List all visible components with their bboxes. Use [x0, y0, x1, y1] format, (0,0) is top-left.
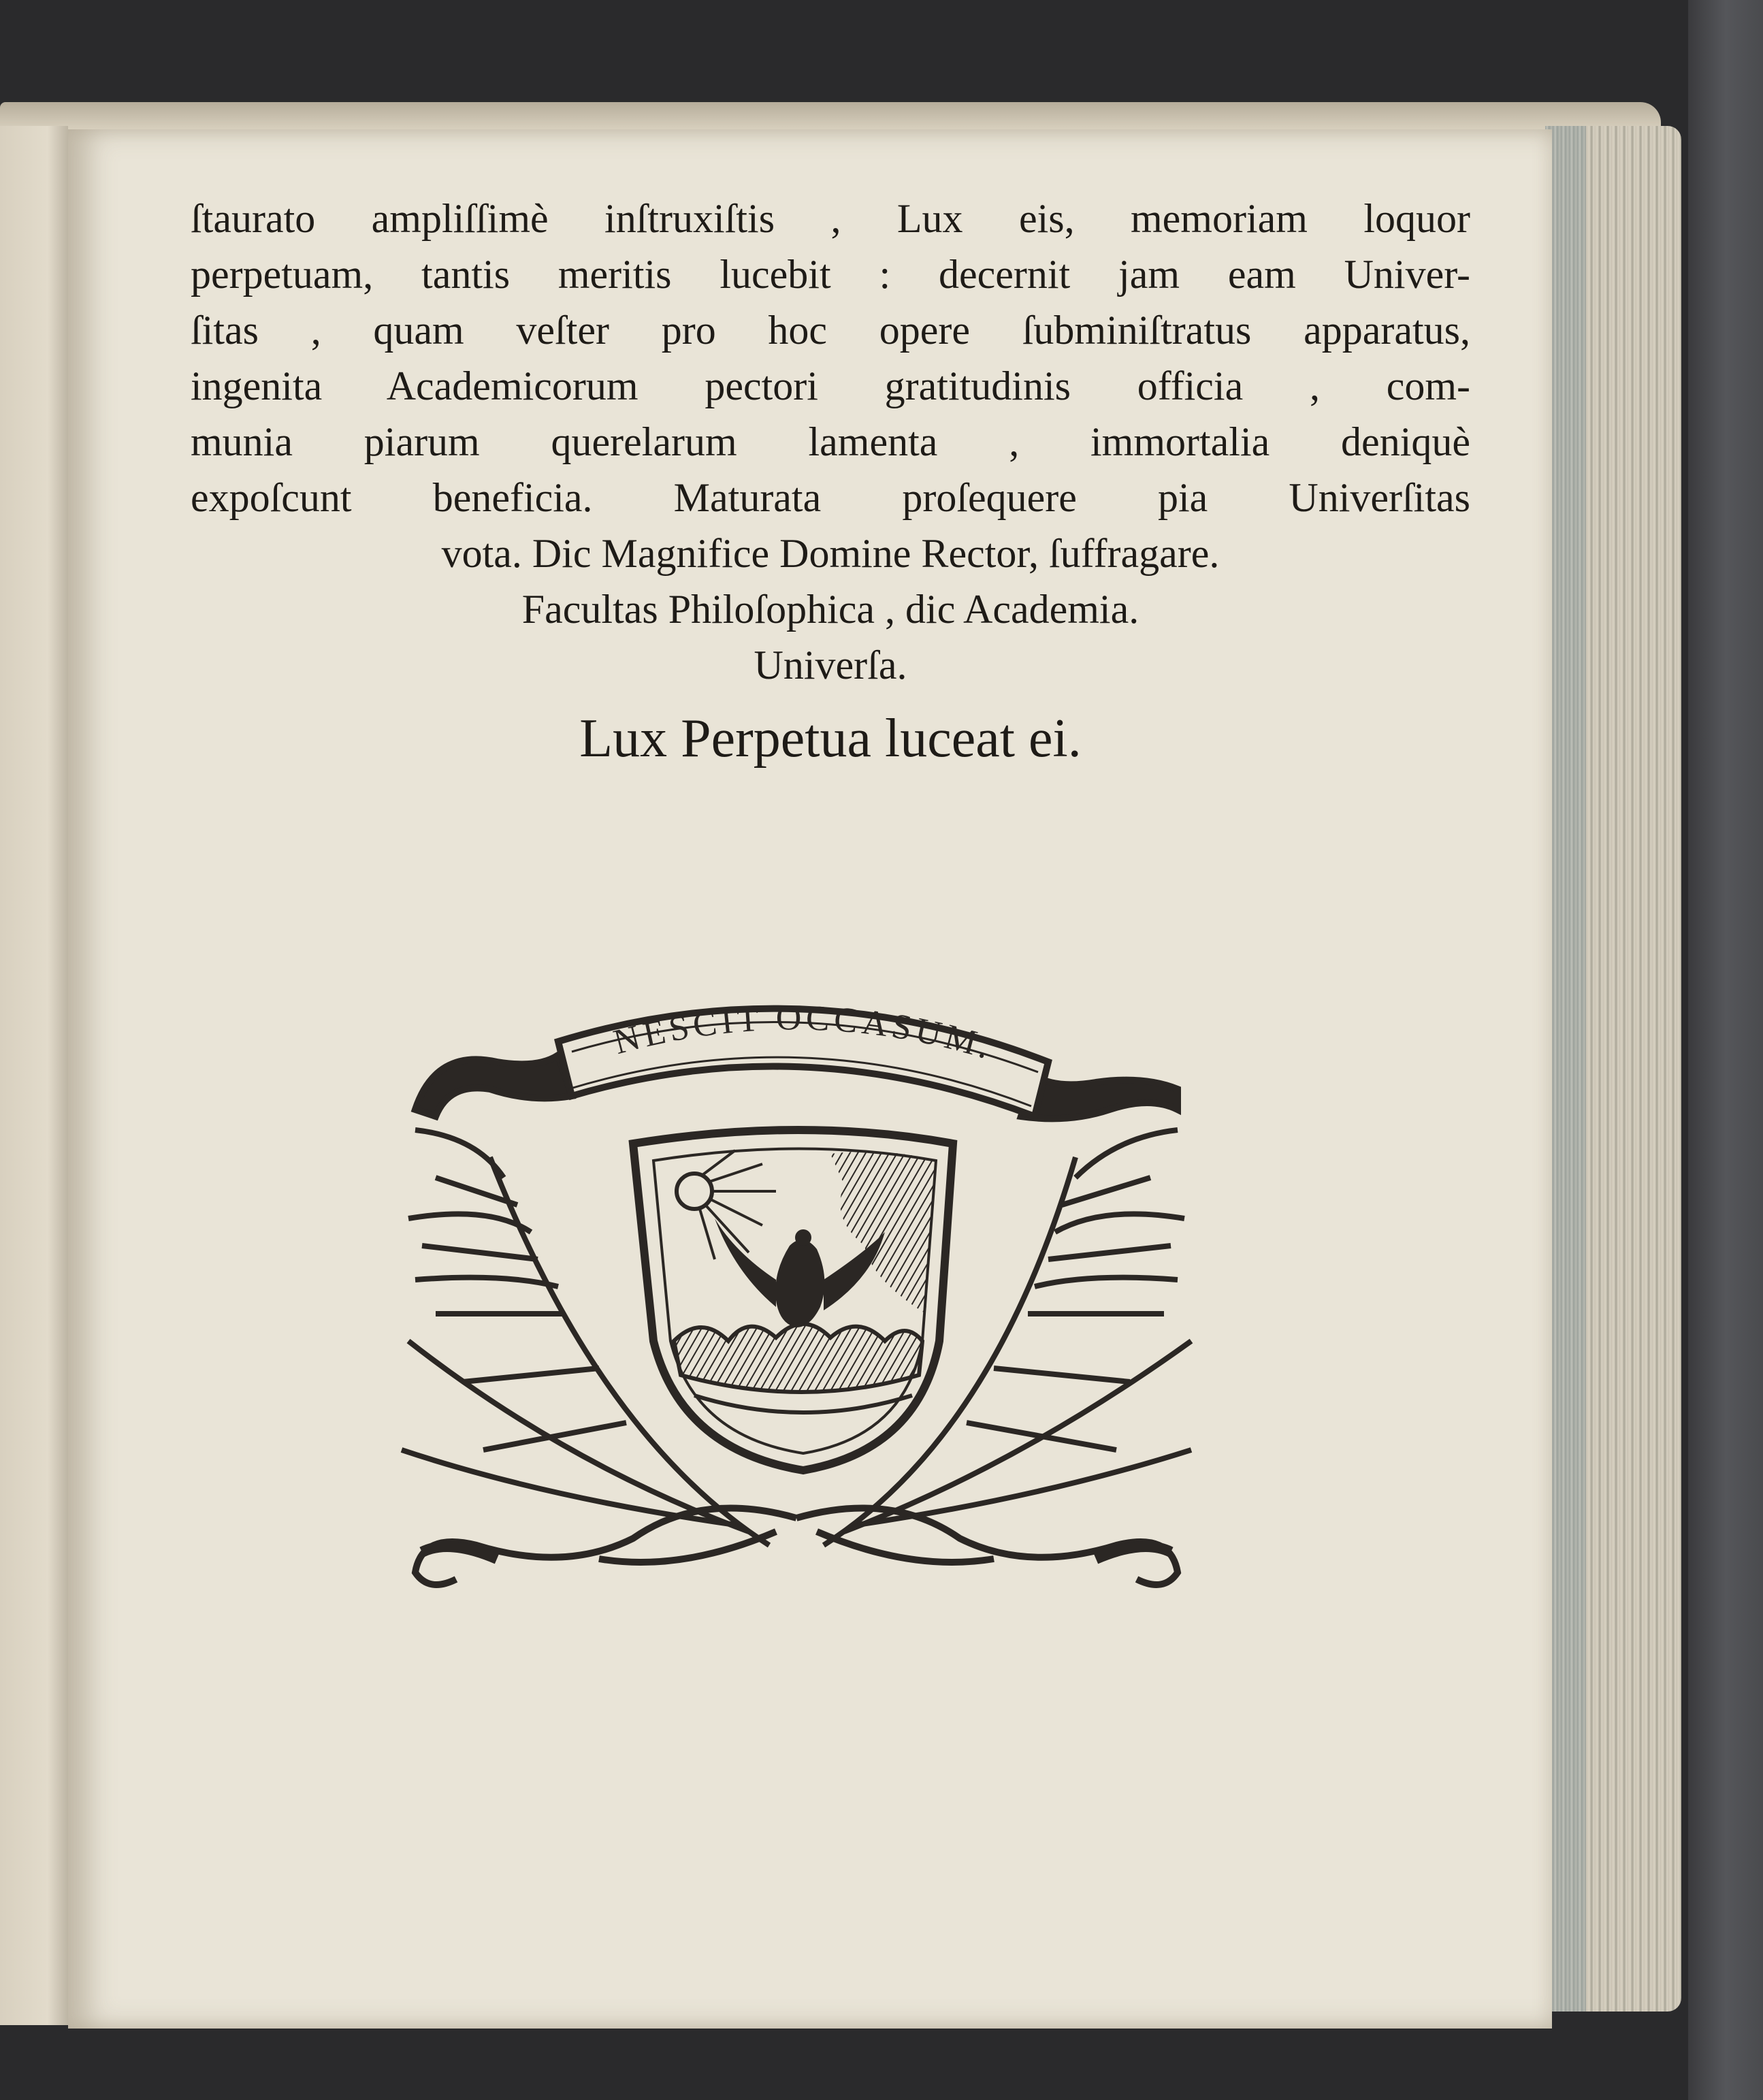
bottom-ribbon [415, 1508, 1178, 1585]
text-line: munia piarum querelarum lamenta , immortalia deniquè [191, 419, 1470, 464]
text-line: ſtaurato ampliſſimè inſtruxiſtis , Lux eis, memoriam loquor [191, 196, 1470, 241]
page-fore-edge [1545, 126, 1681, 2012]
text-line: ſitas , quam veſter pro hoc opere ſubminiſtratus apparatus, [191, 308, 1470, 353]
emblem-svg [395, 960, 1198, 1600]
text-line: Univerſa. [754, 643, 907, 688]
shield [633, 1130, 953, 1470]
text-line: perpetuam, tantis meritis lucebit : decernit jam eam Univer- [191, 252, 1470, 297]
body-text [191, 191, 1470, 693]
motto-textpath: NESCIT OCCASUM. [609, 999, 999, 1068]
left-page-margin [0, 126, 68, 2025]
text-line: Facultas Philoſophica , dic Academia. [521, 587, 1139, 632]
text-line: expoſcunt beneficia. Maturata proſequere pia Univerſitas [191, 475, 1470, 520]
text-line: vota. Dic Magnifice Domine Rector, ſuffragare. [441, 531, 1220, 576]
text-line: ingenita Academicorum pectori gratitudinis officia , com- [191, 364, 1470, 408]
closing-heading: Lux Perpetua luceat ei. [579, 709, 1082, 769]
phoenix-emblem [395, 960, 1198, 1600]
background-right [1688, 0, 1763, 2100]
